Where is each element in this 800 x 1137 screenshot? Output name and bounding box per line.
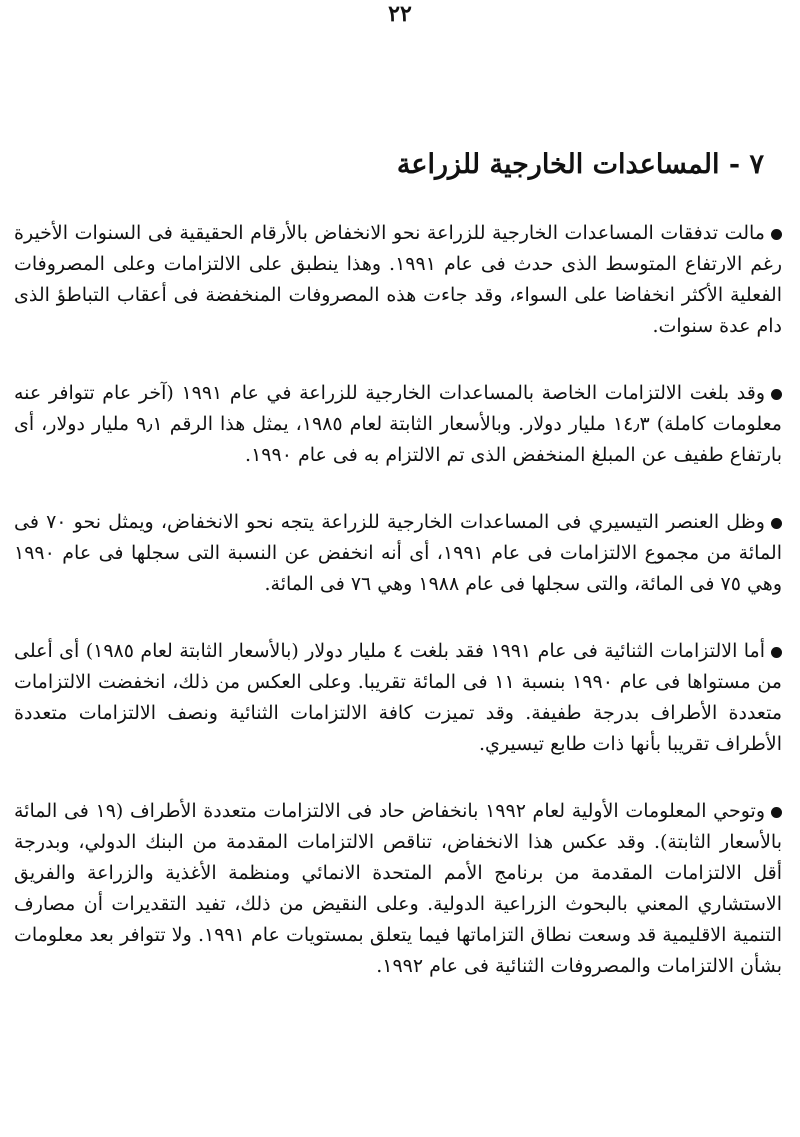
bullet-icon xyxy=(771,389,782,400)
body-text xyxy=(14,218,782,1018)
paragraph-text: أما الالتزامات الثنائية فى عام ١٩٩١ فقد بلغت ٤ مليار دولار (بالأسعار الثابتة لعام ١٩٨٥) أى أعلى من مستواها فى عام ١٩٩٠ بنسبة ١١ فى المائة تقريبا. وعلى العكس من ذلك، انخفضت الالتزامات متعددة الأطراف بدرجة طفيفة. وقد تميزت كافة الالتزامات الثنائية ونصف الالتزامات متعددة الأطراف تقريبا بأنها ذات طابع تيسيري. xyxy=(14,640,782,755)
paragraph-text: وتوحي المعلومات الأولية لعام ١٩٩٢ بانخفاض حاد فى الالتزامات متعددة الأطراف (١٩ فى المائة بالأسعار الثابتة). وقد عكس هذا الانخفاض، تناقص الالتزامات المقدمة من البنك الدولي، وبدرجة أقل الالتزامات المقدمة من برنامج الأمم المتحدة الانمائي ومنظمة الأغذية والزراعة والفريق الاستشاري المعني بالبحوث الزراعية الدولية. وعلى النقيض من ذلك، تفيد التقديرات أن مصارف التنمية الاقليمية قد وسعت نطاق التزاماتها فيما يتعلق بمستويات عام ١٩٩١. ولا تتوافر بعد معلومات بشأن الالتزامات والمصروفات الثنائية فى عام ١٩٩٢. xyxy=(14,800,782,977)
bullet-icon xyxy=(771,229,782,240)
page-number: ٢٢ xyxy=(388,1,412,27)
paragraph-text: مالت تدفقات المساعدات الخارجية للزراعة نحو الانخفاض بالأرقام الحقيقية فى السنوات الأخيرة رغم الارتفاع المتوسط الذى حدث فى عام ١٩٩١. وهذا ينطبق على الالتزامات وعلى المصروفات الفعلية الأكثر انخفاضا على السواء، وقد جاءت هذه المصروفات المنخفضة فى أعقاب التباطؤ الذى دام عدة سنوات. xyxy=(14,222,783,337)
paragraph-text: وقد بلغت الالتزامات الخاصة بالمساعدات الخارجية للزراعة في عام ١٩٩١ (آخر عام تتوافر عنه معلومات كاملة) ١٤٫٣ مليار دولار. وبالأسعار الثابتة لعام ١٩٨٥، يمثل هذا الرقم ٩٫١ مليار دولار، أى بارتفاع طفيف عن المبلغ المنخفض الذى تم الالتزام به فى عام ١٩٩٠. xyxy=(14,382,782,466)
section-heading: ٧ - المساعدات الخارجية للزراعة xyxy=(396,149,764,180)
paragraph xyxy=(14,378,782,471)
paragraph xyxy=(14,796,782,982)
paragraph xyxy=(14,636,782,760)
paragraph xyxy=(14,218,782,342)
bullet-icon xyxy=(771,647,782,658)
bullet-icon xyxy=(771,518,782,529)
paragraph xyxy=(14,507,782,600)
paragraph-text: وظل العنصر التيسيري فى المساعدات الخارجية للزراعة يتجه نحو الانخفاض، ويمثل نحو ٧٠ فى المائة من مجموع الالتزامات فى عام ١٩٩١، أى أنه انخفض عن النسبة التى سجلها فى عام ١٩٩٠ وهي ٧٥ فى المائة، والتى سجلها فى عام ١٩٨٨ وهي ٧٦ فى المائة. xyxy=(14,511,783,595)
bullet-icon xyxy=(771,807,782,818)
